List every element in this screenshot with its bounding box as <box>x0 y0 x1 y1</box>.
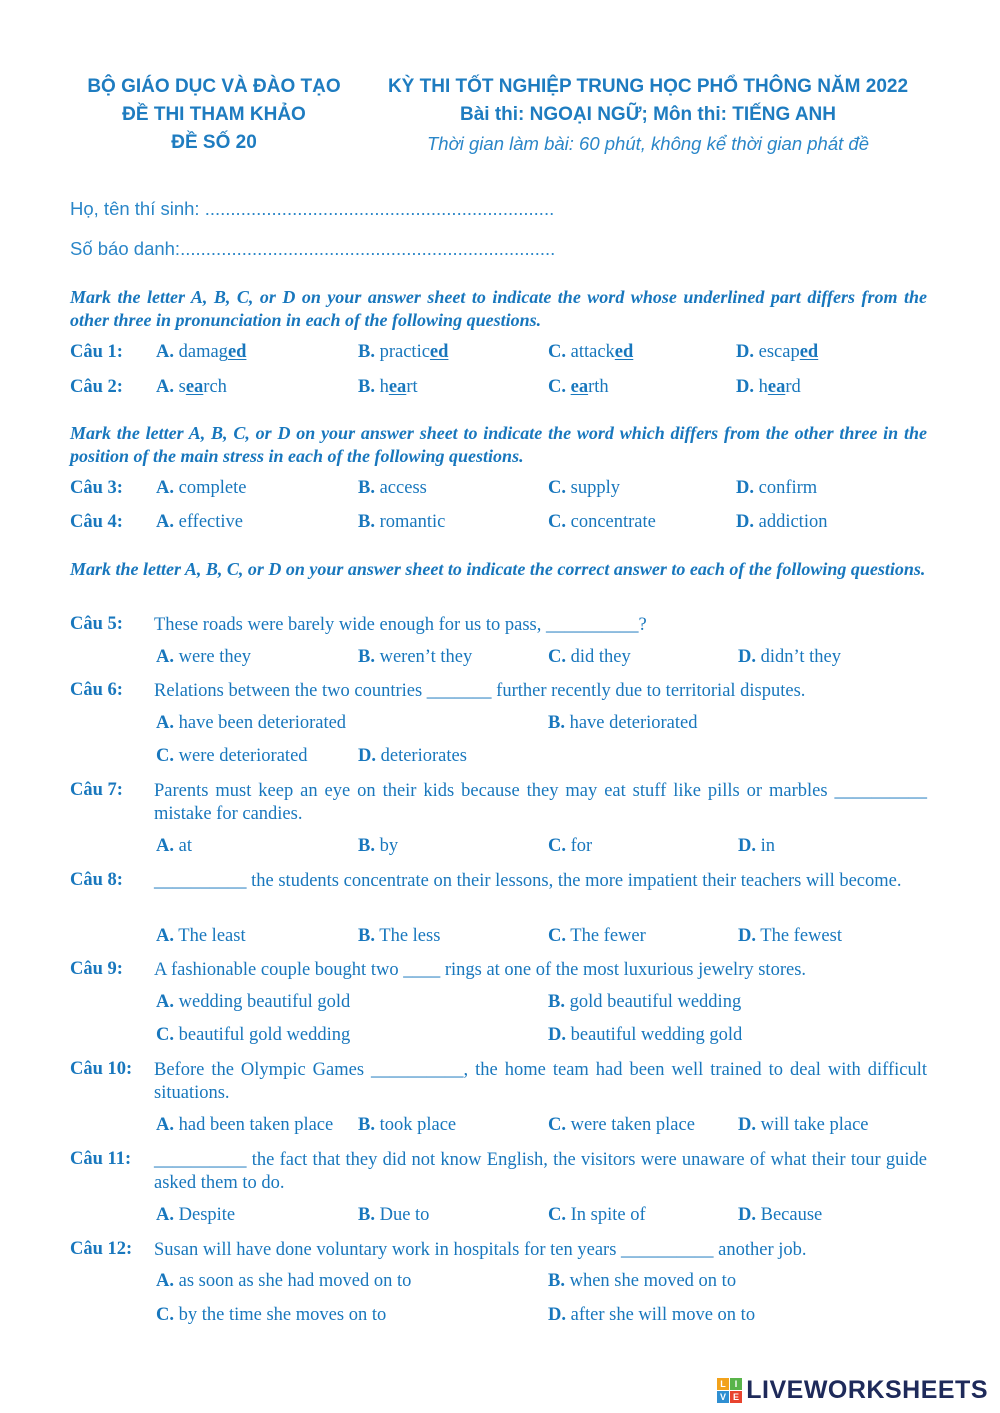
word-part: s <box>178 377 186 397</box>
option-text: after she will move on to <box>570 1305 756 1325</box>
option-text: addiction <box>758 512 828 532</box>
option-letter: C. <box>548 478 566 498</box>
option-a[interactable] <box>156 713 346 734</box>
option-d[interactable] <box>548 1305 755 1326</box>
word-part: rt <box>406 377 418 397</box>
question-number: Câu 12: <box>70 1239 133 1259</box>
underlined-part: ed <box>799 342 819 362</box>
question-number: Câu 2: <box>70 377 123 397</box>
option-text: supply <box>570 478 620 498</box>
option-letter: D. <box>738 836 756 856</box>
option-letter: C. <box>548 1205 566 1225</box>
option-text: The less <box>379 926 441 946</box>
option-text: by <box>379 836 399 856</box>
instruction-stress: Mark the letter A, B, C, or D on your answer sheet to indicate the word which differs from the other three in the position of the main stress in each of the following questions. <box>70 423 927 466</box>
instruction-pronunciation: Mark the letter A, B, C, or D on your answer sheet to indicate the word whose underlined part differs from the other three in pronunciation in each of the following questions. <box>70 287 927 330</box>
option-letter: A. <box>156 647 174 667</box>
option-letter: A. <box>156 1115 174 1135</box>
option-d[interactable] <box>736 512 827 533</box>
option-letter: C. <box>548 926 566 946</box>
option-letter: B. <box>548 1271 565 1291</box>
option-a[interactable] <box>156 1115 333 1136</box>
option-c[interactable] <box>156 746 308 767</box>
word-part: attack <box>570 342 615 362</box>
option-text: took place <box>379 1115 457 1135</box>
option-c[interactable] <box>548 377 609 398</box>
question-number: Câu 7: <box>70 780 123 800</box>
option-letter: A. <box>156 1271 174 1291</box>
option-text: concentrate <box>570 512 656 532</box>
option-a[interactable] <box>156 836 192 857</box>
option-text: beautiful gold wedding <box>178 1025 351 1045</box>
option-d[interactable] <box>738 836 775 857</box>
option-b[interactable] <box>358 647 472 668</box>
option-letter: D. <box>736 342 754 362</box>
option-letter: D. <box>738 1205 756 1225</box>
option-text: for <box>570 836 593 856</box>
word-part: h <box>758 377 768 397</box>
exam-title: KỲ THI TỐT NGHIỆP TRUNG HỌC PHỔ THÔNG NĂM 2022 <box>387 76 909 97</box>
question-number: Câu 3: <box>70 478 123 498</box>
option-a[interactable] <box>156 647 251 668</box>
logo-badge-icon: L I V E <box>717 1378 742 1403</box>
option-a[interactable] <box>156 342 246 363</box>
option-text: romantic <box>379 512 446 532</box>
option-letter: A. <box>156 713 174 733</box>
option-c[interactable] <box>548 512 656 533</box>
option-text: Because <box>760 1205 823 1225</box>
option-text: had been taken place <box>178 1115 334 1135</box>
option-text: at <box>178 836 192 856</box>
question-number: Câu 11: <box>70 1149 132 1169</box>
candidate-id-field[interactable]: Số báo danh:......................................................................... <box>70 238 556 259</box>
option-text: effective <box>178 512 243 532</box>
option-d[interactable] <box>738 647 841 668</box>
option-d[interactable] <box>738 1115 869 1136</box>
word-part: h <box>379 377 389 397</box>
option-d[interactable] <box>736 377 801 398</box>
option-letter: A. <box>156 342 174 362</box>
option-letter: A. <box>156 377 174 397</box>
underlined-part: ea <box>570 377 589 397</box>
option-letter: A. <box>156 1205 174 1225</box>
option-c[interactable] <box>548 1115 695 1136</box>
underlined-part: ea <box>185 377 204 397</box>
question-text: A fashionable couple bought two ____ rings at one of the most luxurious jewelry stores. <box>154 960 807 980</box>
option-letter: B. <box>548 713 565 733</box>
option-letter: B. <box>358 926 375 946</box>
option-letter: A. <box>156 512 174 532</box>
option-text: didn’t they <box>760 647 841 667</box>
option-text: as soon as she had moved on to <box>178 1271 412 1291</box>
option-a[interactable] <box>156 1271 411 1292</box>
option-letter: D. <box>738 1115 756 1135</box>
option-letter: B. <box>358 1205 375 1225</box>
option-letter: C. <box>548 1115 566 1135</box>
option-text: The fewest <box>760 926 842 946</box>
option-b[interactable] <box>358 478 427 499</box>
exam-number: ĐỀ SỐ 20 <box>171 132 257 153</box>
option-letter: B. <box>358 836 375 856</box>
option-letter: D. <box>548 1025 566 1045</box>
option-text: were they <box>178 647 252 667</box>
option-b[interactable] <box>358 836 398 857</box>
option-letter: C. <box>156 1025 174 1045</box>
option-text: wedding beautiful gold <box>178 992 351 1012</box>
option-text: confirm <box>758 478 818 498</box>
question-number: Câu 1: <box>70 342 123 362</box>
option-a[interactable] <box>156 512 243 533</box>
option-letter: B. <box>358 342 375 362</box>
option-d[interactable] <box>738 926 842 947</box>
option-b[interactable] <box>548 713 697 734</box>
option-text: have deteriorated <box>569 713 698 733</box>
option-letter: D. <box>358 746 376 766</box>
option-text: gold beautiful wedding <box>569 992 742 1012</box>
option-letter: B. <box>358 647 375 667</box>
time-note: Thời gian làm bài: 60 phút, không kể thời gian phát đề <box>427 133 869 154</box>
underlined-part: ed <box>429 342 449 362</box>
word-part: escap <box>758 342 800 362</box>
question-number: Câu 10: <box>70 1059 133 1079</box>
option-letter: B. <box>358 1115 375 1135</box>
option-letter: A. <box>156 836 174 856</box>
option-c[interactable] <box>156 1305 386 1326</box>
option-letter: A. <box>156 926 174 946</box>
option-letter: D. <box>736 478 754 498</box>
logo-text: LIVEWORKSHEETS <box>746 1376 988 1404</box>
option-b[interactable] <box>358 1205 429 1226</box>
option-d[interactable] <box>736 342 818 363</box>
option-letter: C. <box>548 512 566 532</box>
word-part: rd <box>785 377 801 397</box>
option-a[interactable] <box>156 377 227 398</box>
option-text: The least <box>178 926 246 946</box>
option-letter: C. <box>548 377 566 397</box>
option-b[interactable] <box>358 377 418 398</box>
option-letter: B. <box>358 512 375 532</box>
option-letter: C. <box>548 342 566 362</box>
underlined-part: ed <box>614 342 634 362</box>
option-letter: D. <box>738 926 756 946</box>
option-text: deteriorates <box>380 746 467 766</box>
instruction-correct-answer: Mark the letter A, B, C, or D on your answer sheet to indicate the correct answer to each of the following questions. <box>70 559 926 579</box>
option-d[interactable] <box>548 1025 742 1046</box>
question-text: Parents must keep an eye on their kids because they may eat stuff like pills or marbles __________ mistake for candies. <box>154 781 927 824</box>
exam-type: ĐỀ THI THAM KHẢO <box>122 104 306 125</box>
question-text: Susan will have done voluntary work in hospitals for ten years __________ another job. <box>154 1240 807 1260</box>
word-part: damag <box>178 342 228 362</box>
question-text: Before the Olympic Games __________, the home team had been well trained to deal with difficult situations. <box>154 1060 927 1103</box>
option-c[interactable] <box>548 926 646 947</box>
option-text: Due to <box>379 1205 430 1225</box>
liveworksheets-logo <box>717 1376 988 1405</box>
option-c[interactable] <box>548 1205 646 1226</box>
option-text: were taken place <box>570 1115 695 1135</box>
option-letter: B. <box>548 992 565 1012</box>
option-letter: D. <box>738 647 756 667</box>
option-text: In spite of <box>570 1205 646 1225</box>
option-d[interactable] <box>736 478 817 499</box>
option-text: in <box>760 836 776 856</box>
option-text: have been deteriorated <box>178 713 347 733</box>
option-text: access <box>379 478 427 498</box>
option-text: did they <box>570 647 631 667</box>
underlined-part: ed <box>227 342 247 362</box>
option-a[interactable] <box>156 478 246 499</box>
option-c[interactable] <box>548 342 633 363</box>
option-letter: D. <box>548 1305 566 1325</box>
option-text: were deteriorated <box>178 746 308 766</box>
option-b[interactable] <box>548 1271 736 1292</box>
word-part: rth <box>588 377 609 397</box>
option-letter: D. <box>736 377 754 397</box>
option-b[interactable] <box>548 992 741 1013</box>
exam-subject: Bài thi: NGOẠI NGỮ; Môn thi: TIẾNG ANH <box>459 104 837 125</box>
question-number: Câu 8: <box>70 870 123 890</box>
option-text: weren’t they <box>379 647 473 667</box>
question-number: Câu 5: <box>70 614 123 634</box>
question-text: __________ the fact that they did not know English, the visitors were unaware of what their tour guide asked them to do. <box>154 1150 927 1193</box>
question-number: Câu 9: <box>70 959 123 979</box>
underlined-part: ea <box>767 377 786 397</box>
word-part: rch <box>203 377 227 397</box>
option-c[interactable] <box>548 647 631 668</box>
question-text: These roads were barely wide enough for us to pass, __________? <box>154 615 647 635</box>
option-letter: B. <box>358 377 375 397</box>
option-b[interactable] <box>358 1115 456 1136</box>
underlined-part: ea <box>388 377 407 397</box>
ministry-name: BỘ GIÁO DỤC VÀ ĐÀO TẠO <box>87 76 341 97</box>
question-number: Câu 4: <box>70 512 123 532</box>
option-text: complete <box>178 478 247 498</box>
option-a[interactable] <box>156 992 350 1013</box>
option-text: Despite <box>178 1205 236 1225</box>
option-a[interactable] <box>156 1205 235 1226</box>
option-text: by the time she moves on to <box>178 1305 387 1325</box>
option-letter: A. <box>156 992 174 1012</box>
option-b[interactable] <box>358 926 440 947</box>
option-b[interactable] <box>358 342 448 363</box>
option-letter: C. <box>156 1305 174 1325</box>
option-letter: D. <box>736 512 754 532</box>
option-d[interactable] <box>738 1205 822 1226</box>
option-c[interactable] <box>156 1025 350 1046</box>
candidate-name-field[interactable]: Họ, tên thí sinh: .................................................................... <box>70 198 555 219</box>
option-letter: C. <box>156 746 174 766</box>
option-c[interactable] <box>548 836 592 857</box>
question-text: Relations between the two countries _______ further recently due to territorial disputes. <box>154 681 806 701</box>
word-part: practic <box>379 342 430 362</box>
option-text: beautiful wedding gold <box>570 1025 743 1045</box>
option-letter: A. <box>156 478 174 498</box>
option-text: The fewer <box>570 926 646 946</box>
option-letter: C. <box>548 836 566 856</box>
question-text: __________ the students concentrate on their lessons, the more impatient their teachers will become. <box>154 871 902 891</box>
option-b[interactable] <box>358 512 445 533</box>
option-letter: B. <box>358 478 375 498</box>
option-text: when she moved on to <box>569 1271 737 1291</box>
option-c[interactable] <box>548 478 620 499</box>
option-a[interactable] <box>156 926 246 947</box>
question-number: Câu 6: <box>70 680 123 700</box>
option-text: will take place <box>760 1115 869 1135</box>
option-letter: C. <box>548 647 566 667</box>
option-d[interactable] <box>358 746 467 767</box>
